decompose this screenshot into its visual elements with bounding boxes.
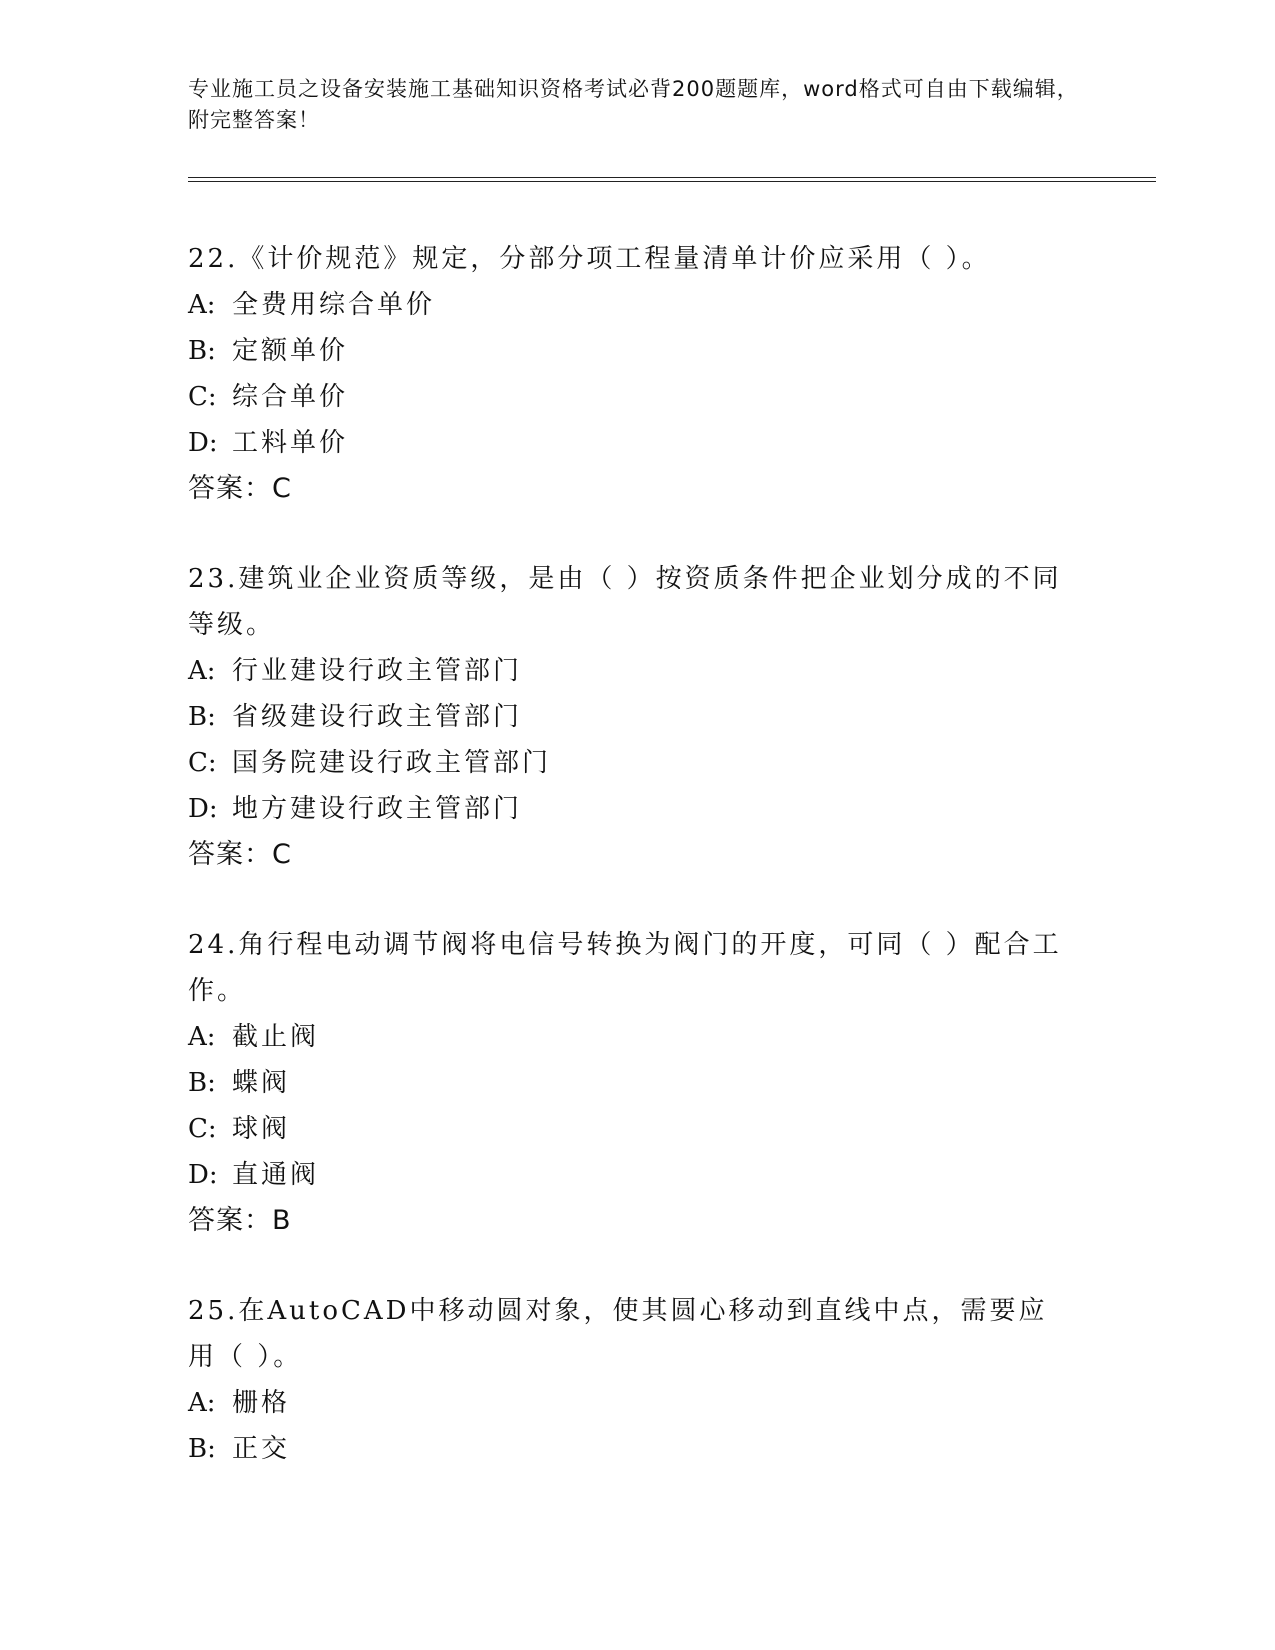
option-letter: B: xyxy=(188,1434,216,1464)
option-text: 直通阀 xyxy=(232,1160,320,1190)
option-text: 定额单价 xyxy=(232,336,349,366)
option-c xyxy=(188,740,1068,786)
option-b xyxy=(188,1426,1068,1472)
option-b xyxy=(188,694,1068,740)
question-23 xyxy=(188,556,1068,878)
option-text: 全费用综合单价 xyxy=(232,290,436,320)
option-letter: C: xyxy=(188,748,217,778)
option-a xyxy=(188,282,1068,328)
option-c xyxy=(188,1106,1068,1152)
option-letter: A: xyxy=(188,656,216,686)
option-text: 截止阀 xyxy=(232,1022,320,1052)
question-stem: 22.《计价规范》规定，分部分项工程量清单计价应采用（ ）。 xyxy=(188,244,991,274)
option-text: 球阀 xyxy=(232,1114,291,1144)
option-letter: D: xyxy=(188,428,218,458)
answer-line: 答案：B xyxy=(188,1205,292,1236)
option-d xyxy=(188,420,1068,466)
option-letter: A: xyxy=(188,1022,216,1052)
question-stem: 23.建筑业企业资质等级，是由（ ）按资质条件把企业划分成的不同等级。 xyxy=(188,564,1062,640)
option-letter: B: xyxy=(188,702,216,732)
option-text: 行业建设行政主管部门 xyxy=(232,656,523,686)
option-d xyxy=(188,1152,1068,1198)
option-letter: A: xyxy=(188,1388,216,1418)
option-letter: B: xyxy=(188,336,216,366)
option-text: 蝶阀 xyxy=(232,1068,291,1098)
option-letter: A: xyxy=(188,290,216,320)
question-22 xyxy=(188,236,1068,512)
option-letter: B: xyxy=(188,1068,216,1098)
answer-line: 答案：C xyxy=(188,839,292,870)
option-letter: C: xyxy=(188,382,217,412)
option-text: 国务院建设行政主管部门 xyxy=(232,748,552,778)
option-c xyxy=(188,374,1068,420)
option-text: 栅格 xyxy=(232,1388,291,1418)
option-text: 工料单价 xyxy=(232,428,349,458)
option-b xyxy=(188,1060,1068,1106)
option-a xyxy=(188,1014,1068,1060)
question-list xyxy=(188,236,1068,1516)
option-text: 地方建设行政主管部门 xyxy=(232,794,523,824)
header-double-rule xyxy=(188,177,1156,182)
option-letter: D: xyxy=(188,1160,218,1190)
document-header-text: 专业施工员之设备安装施工基础知识资格考试必背200题题库，word格式可自由下载编辑，附完整答案！ xyxy=(188,77,1079,132)
option-d xyxy=(188,786,1068,832)
option-a xyxy=(188,648,1068,694)
option-a xyxy=(188,1380,1068,1426)
option-b xyxy=(188,328,1068,374)
question-stem: 24.角行程电动调节阀将电信号转换为阀门的开度，可同（ ）配合工作。 xyxy=(188,930,1062,1006)
option-letter: D: xyxy=(188,794,218,824)
option-letter: C: xyxy=(188,1114,217,1144)
answer-line: 答案：C xyxy=(188,473,292,504)
option-text: 综合单价 xyxy=(232,382,349,412)
option-text: 省级建设行政主管部门 xyxy=(232,702,523,732)
question-24 xyxy=(188,922,1068,1244)
question-25 xyxy=(188,1288,1068,1472)
option-text: 正交 xyxy=(232,1434,291,1464)
question-stem: 25.在AutoCAD中移动圆对象，使其圆心移动到直线中点，需要应用（ ）。 xyxy=(188,1296,1048,1372)
